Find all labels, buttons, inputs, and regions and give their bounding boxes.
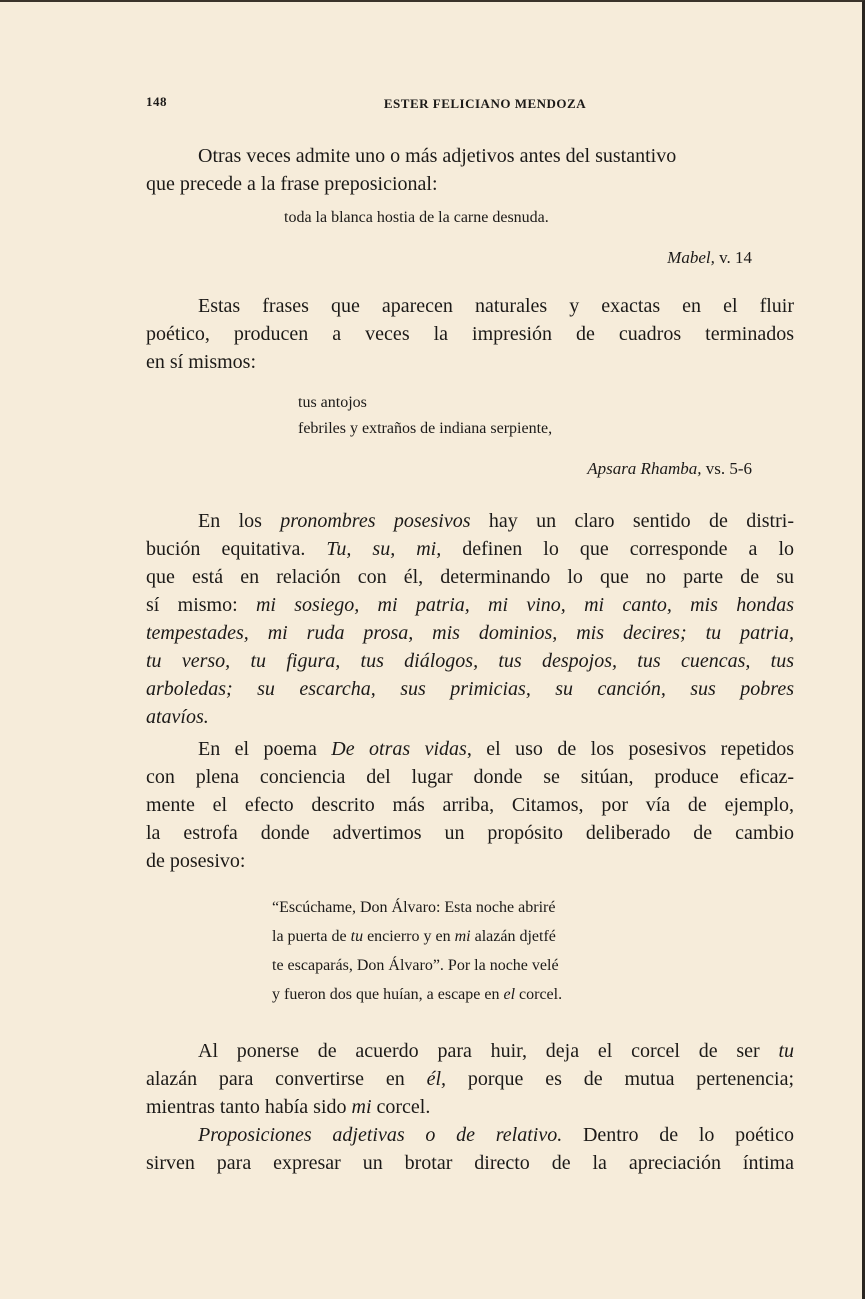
- text-span: De otras vidas: [331, 738, 467, 760]
- citation: [146, 455, 794, 483]
- text-line: tu verso, tu figura, tus diálogos, tus despojos, tus cuencas, tus: [146, 650, 794, 672]
- text-span: tu: [778, 1040, 794, 1062]
- verse-line: [272, 986, 562, 1003]
- text-line: que precede a la frase preposicional:: [146, 173, 438, 195]
- text-line: [146, 507, 794, 535]
- text-span: corcel.: [371, 1096, 431, 1118]
- text-line: [146, 320, 794, 348]
- paragraph: [146, 1121, 794, 1177]
- verse-line: toda la blanca hostia de la carne desnuda.: [284, 209, 549, 226]
- text-line: mente el efecto descrito más arriba, Citamos, por vía de ejemplo,: [146, 794, 794, 816]
- citation: [146, 244, 794, 272]
- text-span: y fueron dos que huían, a escape en: [272, 986, 504, 1003]
- paragraph: [146, 142, 794, 198]
- text-span: En el poema: [198, 738, 332, 760]
- text-span: porque es de mutua pertenencia;: [446, 1068, 795, 1090]
- page-body: [146, 142, 794, 1177]
- text-line: [146, 1065, 794, 1093]
- text-span: encierro y en: [363, 928, 455, 945]
- verse-quote: [146, 205, 794, 231]
- text-span: Al ponerse de acuerdo para huir, deja el corcel de ser: [198, 1040, 779, 1062]
- paragraph: [146, 292, 794, 376]
- text-line: tempestades, mi ruda prosa, mis dominios, mis decires; tu patria,: [146, 622, 794, 644]
- text-line: con plena conciencia del lugar donde se sitúan, produce eficaz-: [146, 766, 794, 788]
- text-span: , el uso de los posesivos repetidos: [466, 738, 794, 760]
- verse-line: [272, 928, 556, 945]
- citation-ref: vs. 5-6: [701, 459, 752, 478]
- verse-line: tus antojos: [298, 394, 367, 411]
- text-span: mi: [454, 928, 471, 945]
- text-span: hay un claro sentido de distri-: [470, 510, 794, 532]
- citation-title: Apsara Rhamba,: [587, 459, 702, 478]
- paragraph: [146, 1037, 794, 1121]
- text-span: mientras tanto había sido: [146, 1096, 352, 1118]
- text-span: corcel.: [515, 986, 563, 1003]
- verse-quote: [146, 390, 794, 442]
- text-span: tu: [350, 928, 364, 945]
- text-line: [146, 591, 794, 619]
- text-span: Dentro de lo poético: [562, 1124, 794, 1146]
- text-line: sirven para expresar un brotar directo de la apreciación íntima: [146, 1152, 794, 1174]
- verse-line: te escaparás, Don Álvaro”. Por la noche velé: [272, 957, 559, 974]
- text-span: pronombres posesivos: [280, 510, 471, 532]
- text-span: Estas frases que aparecen naturales y exactas en el fluir: [198, 295, 794, 317]
- text-span: alazán djetfé: [470, 928, 556, 945]
- text-span: definen lo que corresponde a lo: [441, 538, 794, 560]
- text-span: En los: [198, 510, 281, 532]
- text-span: alazán para convertirse en: [146, 1068, 427, 1090]
- text-line: de posesivo:: [146, 850, 246, 872]
- verse-line: “Escúchame, Don Álvaro: Esta noche abriré: [272, 899, 556, 916]
- text-line: [146, 1093, 794, 1121]
- citation-title: Mabel,: [667, 248, 715, 267]
- text-line: atavíos.: [146, 706, 209, 728]
- text-line: [146, 292, 794, 320]
- text-span: la puerta de: [272, 928, 351, 945]
- text-line: [146, 735, 794, 763]
- text-line: [146, 1121, 794, 1149]
- text-line: en sí mismos:: [146, 351, 257, 373]
- paragraph: [146, 507, 794, 731]
- text-line: Otras veces admite uno o más adjetivos antes del sustantivo: [198, 145, 677, 167]
- verse-line: febriles y extraños de indiana serpiente,: [298, 420, 553, 437]
- text-span: el: [503, 986, 516, 1003]
- text-span: él,: [426, 1068, 447, 1090]
- text-span: Tu, su, mi,: [326, 538, 442, 560]
- page-number: 148: [146, 94, 167, 109]
- text-span: mi: [351, 1096, 372, 1118]
- text-line: [146, 535, 794, 563]
- text-line: que está en relación con él, determinando lo que no parte de su: [146, 566, 794, 588]
- text-span: sí mismo:: [146, 594, 256, 616]
- paragraph: [146, 735, 794, 875]
- verse-quote: [146, 893, 794, 1009]
- text-line: la estrofa donde advertimos un propósito deliberado de cambio: [146, 822, 794, 844]
- text-span: Proposiciones adjetivas o de relativo.: [198, 1124, 563, 1146]
- running-head: ESTER FELICIANO MENDOZA: [383, 96, 587, 111]
- text-span: poético, producen a veces la impresión de cuadros terminados: [146, 323, 794, 345]
- text-span: mi sosiego, mi patria, mi vino, mi canto, mis hondas: [255, 594, 794, 616]
- text-span: bución equitativa.: [146, 538, 327, 560]
- text-line: arboledas; su escarcha, sus primicias, su canción, sus pobres: [146, 678, 794, 700]
- text-line: [146, 1037, 794, 1065]
- citation-ref: v. 14: [714, 248, 752, 267]
